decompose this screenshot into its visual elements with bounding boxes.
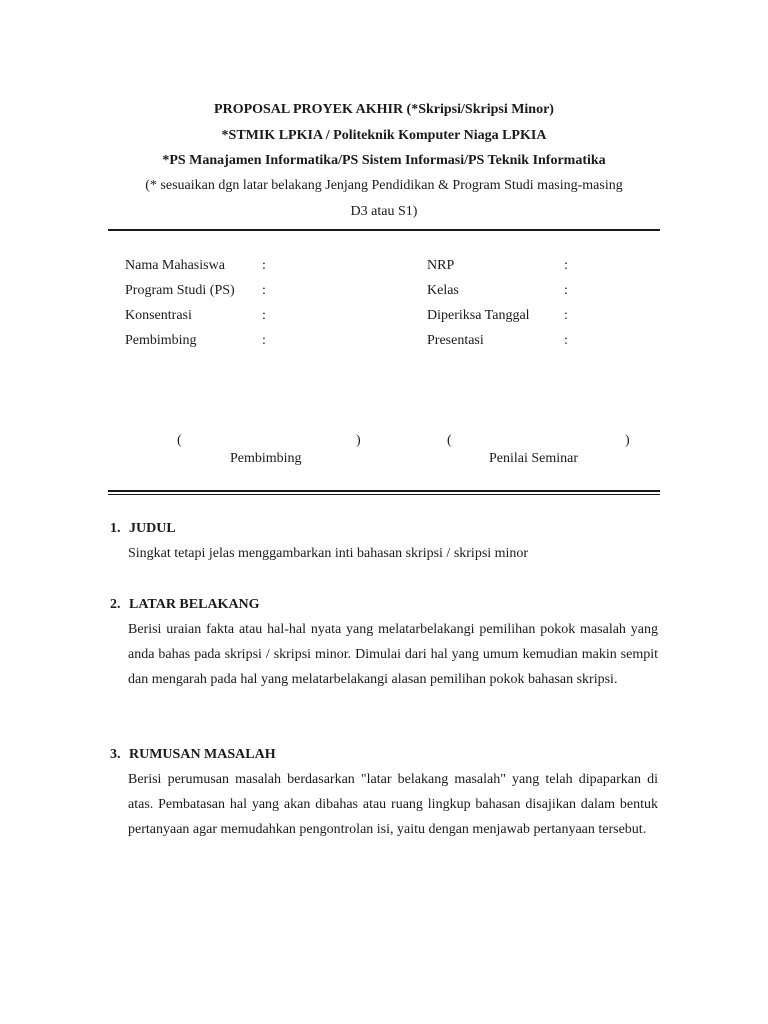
signature-label-penilai-seminar: Penilai Seminar: [489, 451, 579, 466]
field-colon: :: [262, 258, 266, 273]
signature-close-paren: ): [356, 433, 361, 448]
section-number: 2.: [110, 597, 121, 612]
section-number: 1.: [110, 521, 121, 536]
section-number: 3.: [110, 747, 121, 762]
field-label-presentasi: Presentasi: [427, 333, 484, 348]
section-body-judul: Singkat tetapi jelas menggambarkan inti bahasan skripsi / skripsi minor: [128, 546, 529, 561]
field-colon: :: [262, 333, 266, 348]
field-label-kelas: Kelas: [427, 283, 459, 298]
section-body-rumusan-masalah: Berisi perumusan masalah berdasarkan "latar belakang masalah" yang telah dipaparkan di atas. Pembatasan hal yang akan dibahas atau ruang lingkup bahasan disajikan dalam bentuk pertanyaan agar memudahkan pengontrolan isi, yaitu dengan menjawab pertanyaan tersebut.: [128, 772, 658, 837]
signature-open-paren: (: [447, 433, 452, 448]
field-label-program-studi: Program Studi (PS): [125, 283, 235, 298]
field-colon: :: [262, 308, 266, 323]
section-title: RUMUSAN MASALAH: [129, 747, 276, 762]
field-label-nrp: NRP: [427, 258, 455, 273]
field-label-pembimbing: Pembimbing: [125, 333, 197, 348]
section-heading-rumusan-masalah: [110, 747, 276, 763]
section-title: JUDUL: [129, 521, 176, 536]
field-colon: :: [564, 283, 568, 298]
signature-label-pembimbing: Pembimbing: [230, 451, 302, 466]
document-title: PROPOSAL PROYEK AKHIR (*Skripsi/Skripsi Minor): [214, 102, 554, 117]
study-program-line: *PS Manajamen Informatika/PS Sistem Informasi/PS Teknik Informatika: [162, 153, 606, 168]
section-heading-latar-belakang: [110, 597, 260, 613]
field-label-konsentrasi: Konsentrasi: [125, 308, 192, 323]
field-colon: :: [564, 333, 568, 348]
section-title: LATAR BELAKANG: [129, 597, 260, 612]
signature-divider-thin: [108, 494, 660, 495]
field-label-diperiksa-tanggal: Diperiksa Tanggal: [427, 308, 530, 323]
section-body-latar-belakang: Berisi uraian fakta atau hal-hal nyata yang melatarbelakangi pemilihan pokok masalah yang anda bahas pada skripsi / skripsi minor. Dimulai dari hal yang umum kemudian makin sempit dan mengarah pada hal yang melatarbelakangi alasan pemilihan pokok bahasan skripsi.: [128, 622, 658, 687]
field-colon: :: [262, 283, 266, 298]
instruction-note: (* sesuaikan dgn latar belakang Jenjang Pendidikan & Program Studi masing-masing: [145, 178, 623, 193]
instruction-note-continued: D3 atau S1): [350, 204, 418, 219]
field-colon: :: [564, 258, 568, 273]
field-colon: :: [564, 308, 568, 323]
header-divider: [108, 229, 660, 231]
field-label-nama-mahasiswa: Nama Mahasiswa: [125, 258, 225, 273]
signature-divider: [108, 490, 660, 492]
signature-close-paren: ): [625, 433, 630, 448]
section-heading-judul: [110, 521, 176, 537]
signature-open-paren: (: [177, 433, 182, 448]
institution-line: *STMIK LPKIA / Politeknik Komputer Niaga LPKIA: [221, 128, 547, 143]
